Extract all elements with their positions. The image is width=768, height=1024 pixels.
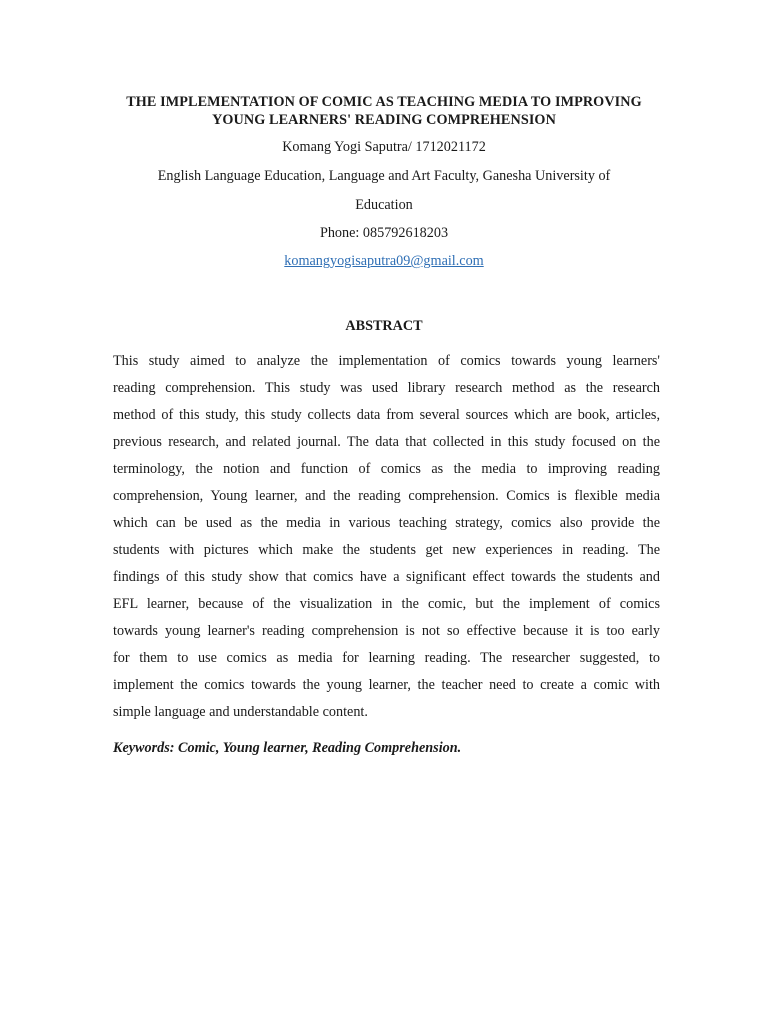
abstract-line: method of this study, this study collects data from several sources which are book, articles, [113,407,660,423]
abstract-line: comprehension, Young learner, and the reading comprehension. Comics is flexible media [113,488,660,504]
keywords-line: Keywords: Comic, Young learner, Reading Comprehension. [113,740,462,756]
author-line: Komang Yogi Saputra/ 1712021172 [282,139,486,155]
abstract-line: previous research, and related journal. The data that collected in this study focused on the [113,434,660,450]
abstract-line: simple language and understandable content. [113,704,368,720]
abstract-line: implement the comics towards the young learner, the teacher need to create a comic with [113,677,660,693]
abstract-body [113,352,660,730]
abstract-line: which can be used as the media in various teaching strategy, comics also provide the [113,515,660,531]
abstract-line: students with pictures which make the students get new experiences in reading. The [113,542,660,558]
phone-line: Phone: 085792618203 [319,225,449,241]
abstract-line: towards young learner's reading comprehension is not so effective because it is too early [113,623,660,639]
paper-title-line-1: THE IMPLEMENTATION OF COMIC AS TEACHING MEDIA TO IMPROVING [126,94,642,110]
abstract-line: reading comprehension. This study was used library research method as the research [113,380,660,396]
abstract-line: findings of this study show that comics have a significant effect towards the students and [113,569,660,585]
email-link[interactable]: komangyogisaputra09@gmail.com [284,253,484,269]
abstract-line: This study aimed to analyze the implementation of comics towards young learners' [113,353,660,369]
paper-title-line-2: YOUNG LEARNERS' READING COMPREHENSION [212,112,556,128]
abstract-line: EFL learner, because of the visualization in the comic, but the implement of comics [113,596,660,612]
email-line [80,252,688,270]
abstract-heading: ABSTRACT [345,318,423,334]
paper-title [80,93,688,129]
affiliation-line-1: English Language Education, Language and Art Faculty, Ganesha University of [157,168,611,184]
abstract-line: terminology, the notion and function of comics as the media to improving reading [113,461,660,477]
affiliation-line-2: Education [355,197,413,213]
abstract-line: for them to use comics as media for learning reading. The researcher suggested, to [113,650,660,666]
